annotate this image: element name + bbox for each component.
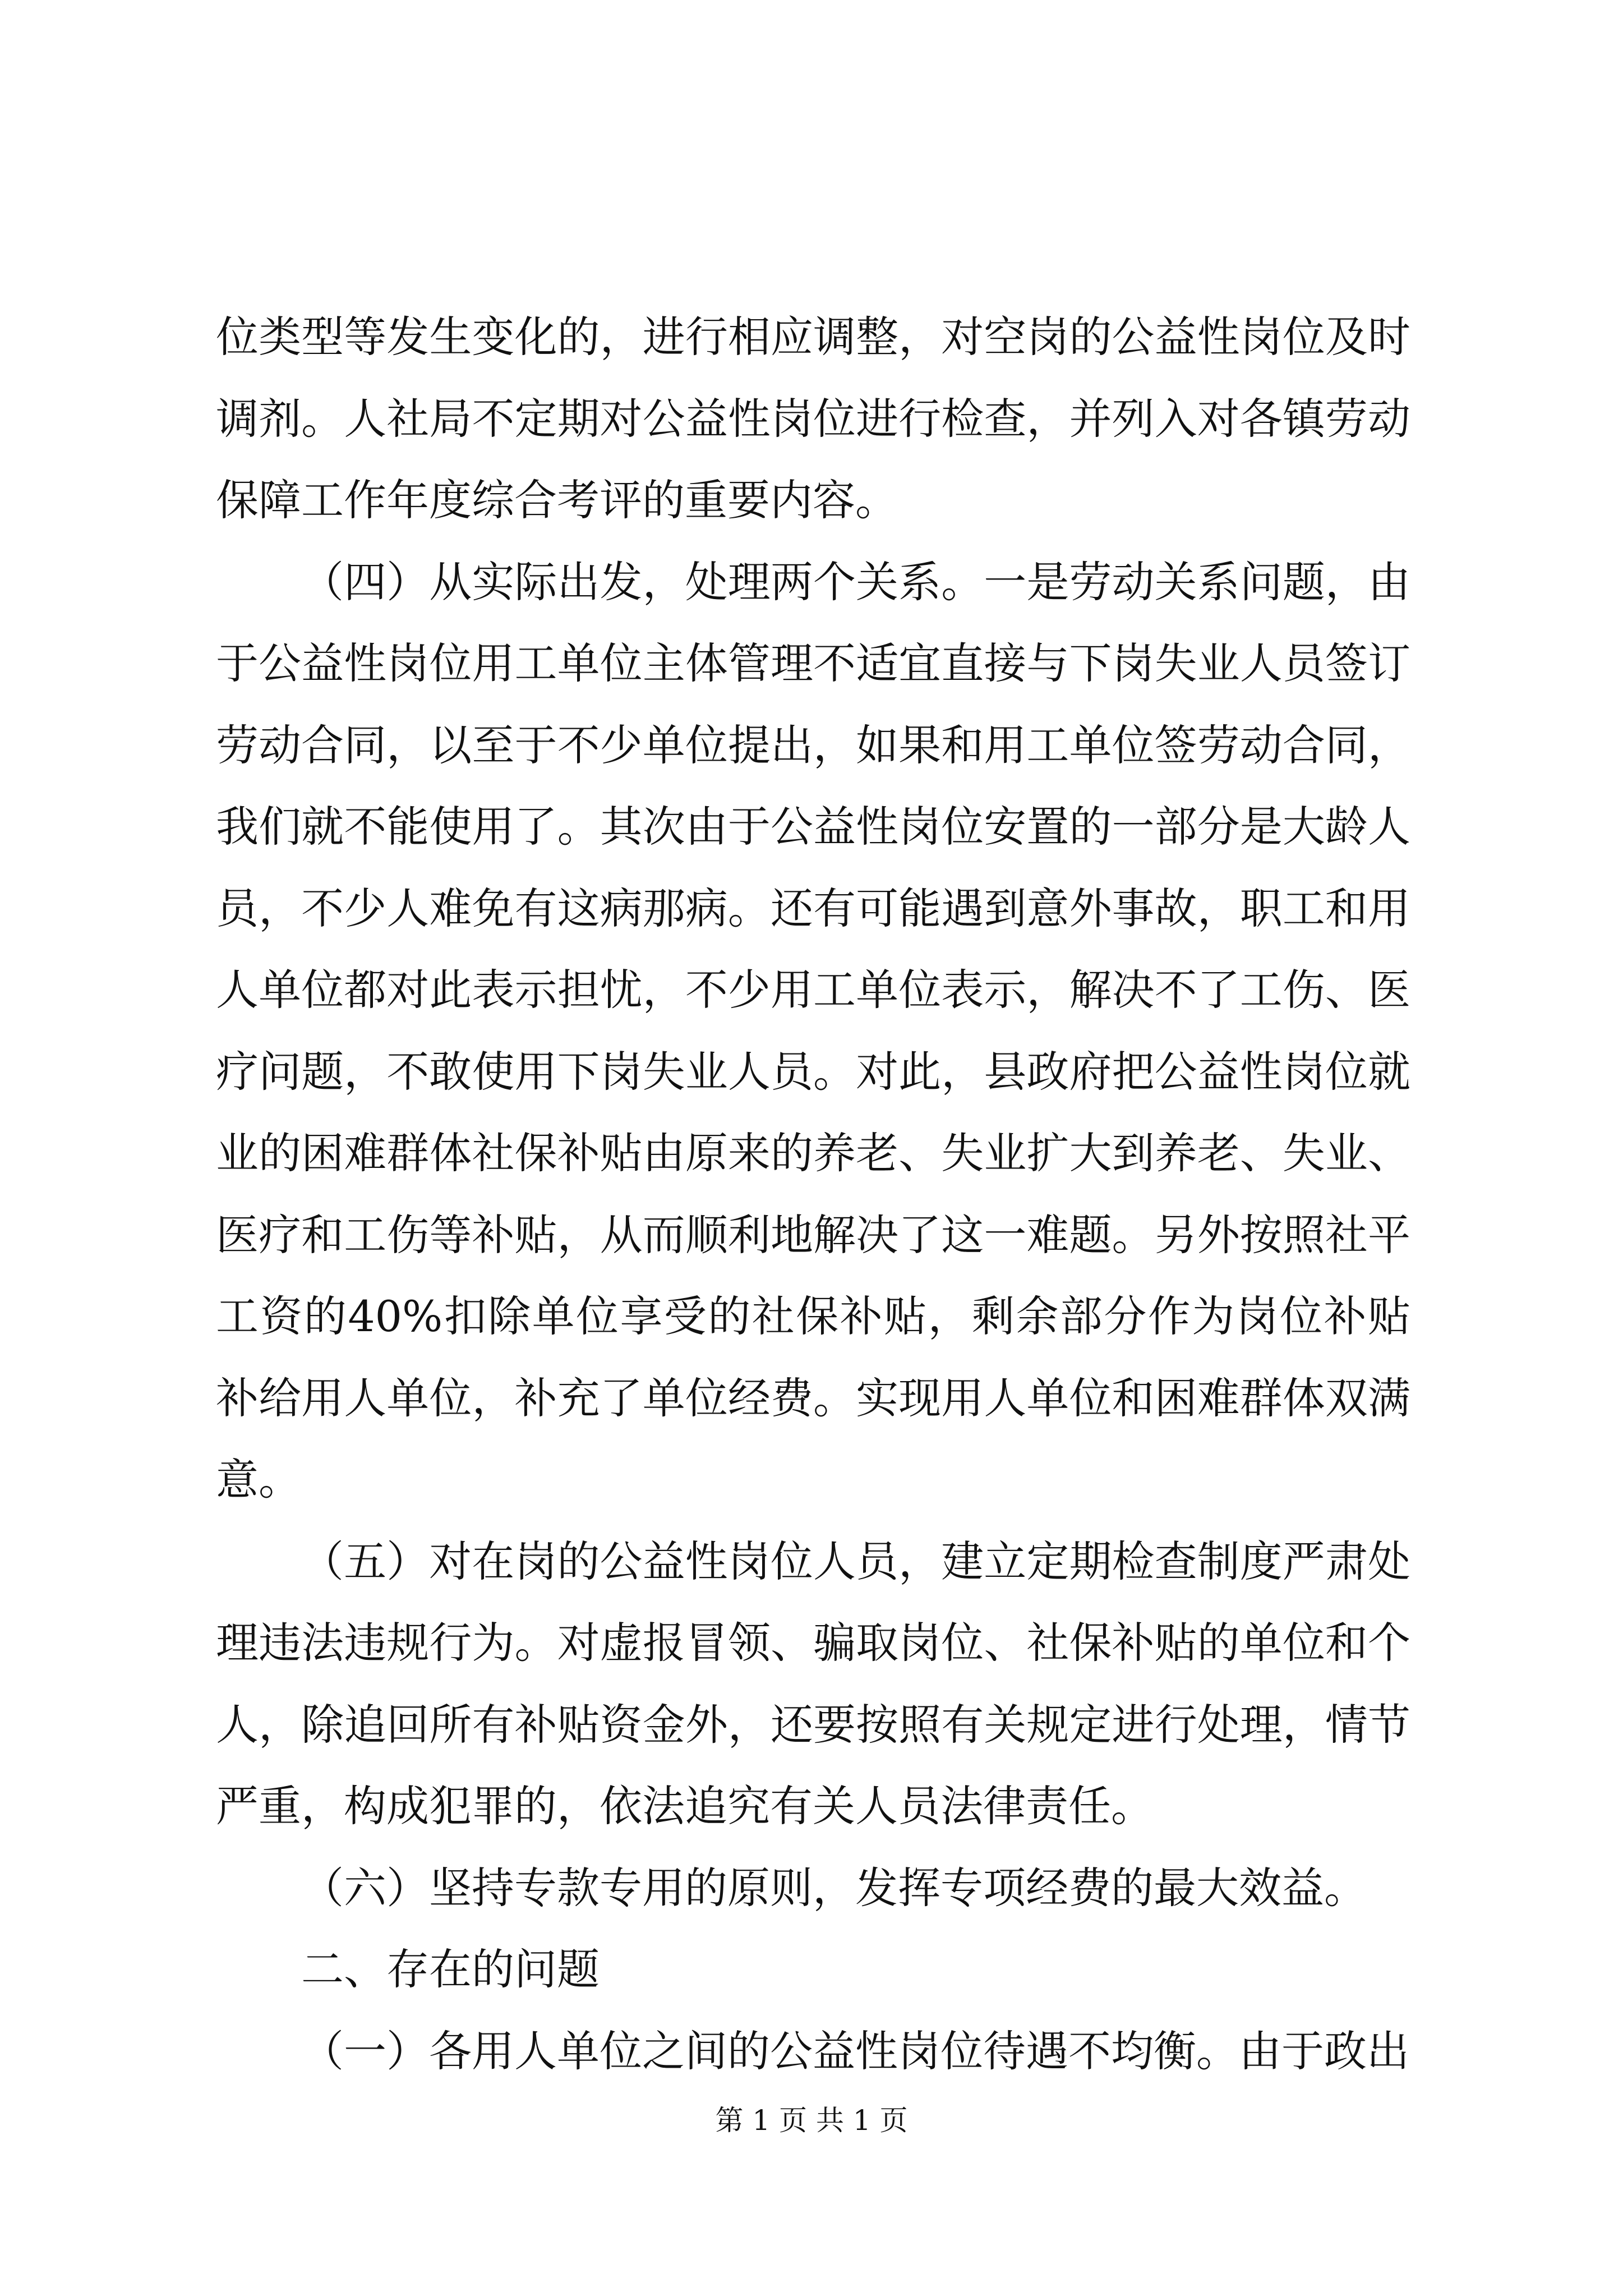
paragraph-section-4: （四）从实际出发，处理两个关系。一是劳动关系问题，由于公益性岗位用工单位主体管理不适宜直接与下岗失业人员签订劳动合同，以至于不少单位提出，如果和用工单位签劳动合同，我们就不能使用了。其次由于公益性岗位安置的一部分是大龄人员，不少人难免有这病那病。还有可能遇到意外事故，职工和用人单位都对此表示担忧，不少用工单位表示，解决不了工伤、医疗问题，不敢使用下岗失业人员。对此，县政府把公益性岗位就业的困难群体社保补贴由原来的养老、失业扩大到养老、失业、医疗和工伤等补贴，从而顺利地解决了这一难题。另外按照社平工资的40%扣除单位享受的社保补贴，剩余部分作为岗位补贴补给用人单位，补充了单位经费。实现用人单位和困难群体双满意。 (216, 556, 1410, 1504)
paragraph-section-6: （六）坚持专款专用的原则，发挥专项经费的最大效益。 (301, 1862, 1367, 1913)
document-body (216, 296, 1410, 2092)
paragraph-continuation: 位类型等发生变化的，进行相应调整，对空岗的公益性岗位及时调剂。人社局不定期对公益性岗位进行检查，并列入对各镇劳动保障工作年度综合考评的重要内容。 (216, 312, 1410, 525)
paragraph-problem-1: （一）各用人单位之间的公益性岗位待遇不均衡。由于政出 (301, 2026, 1409, 2076)
page-number-footer: 第 1 页 共 1 页 (715, 2104, 908, 2137)
heading-problems: 二、存在的问题 (301, 1944, 600, 1994)
paragraph-section-5: （五）对在岗的公益性岗位人员，建立定期检查制度严肃处理违法违规行为。对虚报冒领、骗取岗位、社保补贴的单位和个人，除追回所有补贴资金外，还要按照有关规定进行处理，情节严重，构成犯罪的，依法追究有关人员法律责任。 (216, 1536, 1410, 1831)
